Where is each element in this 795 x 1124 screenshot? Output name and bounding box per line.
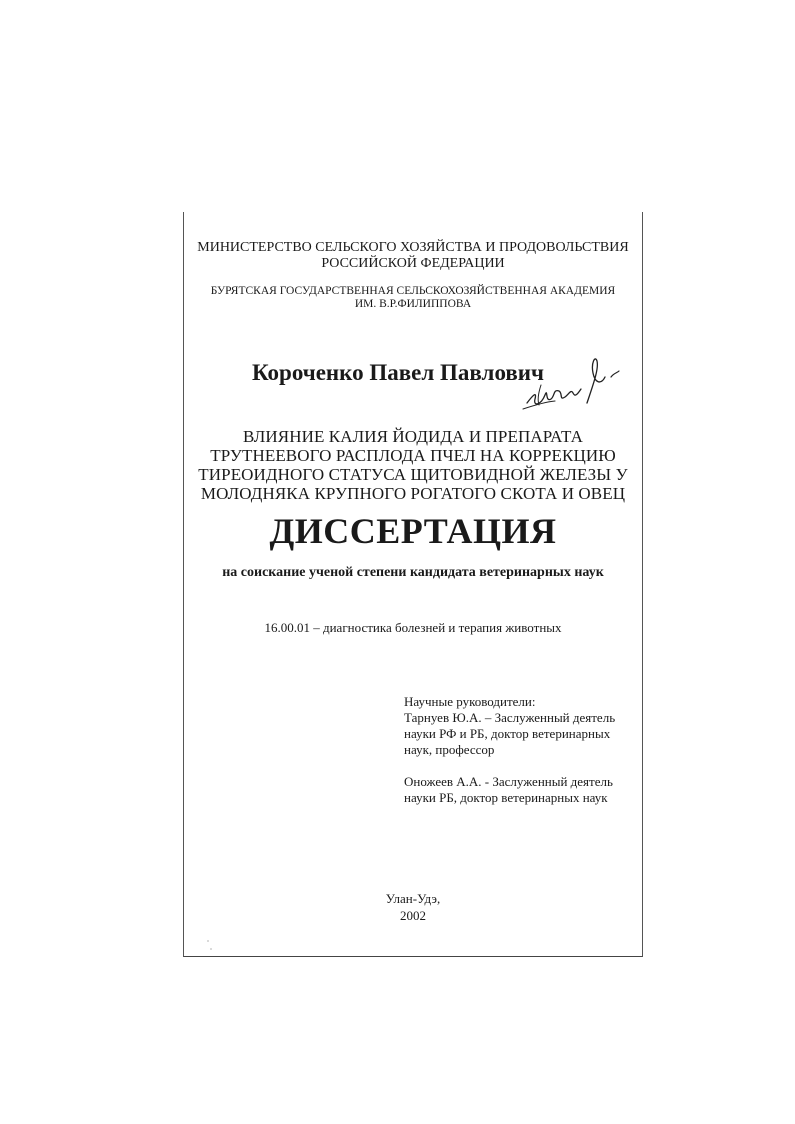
dissertation-topic	[183, 427, 643, 503]
handwritten-signature	[515, 355, 625, 420]
document-type-title: ДИССЕРТАЦИЯ	[269, 511, 557, 551]
academy-line-2: ИМ. В.Р.ФИЛИППОВА	[354, 298, 472, 310]
ministry-line-1: МИНИСТЕРСТВО СЕЛЬСКОГО ХОЗЯЙСТВА И ПРОДОВОЛЬСТВИЯ	[197, 240, 629, 255]
scan-speck	[207, 940, 209, 942]
advisors-heading: Научные руководители:	[404, 694, 536, 709]
advisor-line: науки РБ, доктор ветеринарных наук	[404, 790, 608, 805]
ministry-line-2: РОССИЙСКОЙ ФЕДЕРАЦИИ	[321, 256, 505, 271]
page-frame	[183, 212, 643, 957]
topic-line: МОЛОДНЯКА КРУПНОГО РОГАТОГО СКОТА И ОВЕЦ	[200, 484, 626, 503]
advisors-block	[404, 694, 639, 806]
ministry-block	[183, 240, 643, 272]
scan-speck	[210, 948, 212, 950]
year: 2002	[400, 908, 426, 923]
advisor-line: наук, профессор	[404, 742, 495, 757]
advisor-line: науки РФ и РБ, доктор ветеринарных	[404, 726, 611, 741]
advisor-line: Тарнуев Ю.А. – Заслуженный деятель	[404, 710, 616, 725]
author-name: Короченко Павел Павлович	[252, 360, 545, 385]
advisor-line: Оножеев А.А. - Заслуженный деятель	[404, 774, 613, 789]
place: Улан-Удэ,	[385, 891, 441, 906]
place-and-year	[183, 890, 643, 924]
topic-line: ТРУТНЕЕВОГО РАСПЛОДА ПЧЕЛ НА КОРРЕКЦИЮ	[210, 446, 616, 465]
specialty-line: 16.00.01 – диагностика болезней и терапия животных	[264, 620, 562, 635]
academy-line-1: БУРЯТСКАЯ ГОСУДАРСТВЕННАЯ СЕЛЬСКОХОЗЯЙСТВЕННАЯ АКАДЕМИЯ	[210, 285, 616, 297]
academy-block	[183, 285, 643, 311]
topic-line: ТИРЕОИДНОГО СТАТУСА ЩИТОВИДНОЙ ЖЕЛЕЗЫ У	[198, 465, 628, 484]
advisor-spacer	[404, 758, 639, 774]
topic-line: ВЛИЯНИЕ КАЛИЯ ЙОДИДА И ПРЕПАРАТА	[242, 427, 583, 446]
degree-line: на соискание ученой степени кандидата ветеринарных наук	[222, 565, 604, 580]
